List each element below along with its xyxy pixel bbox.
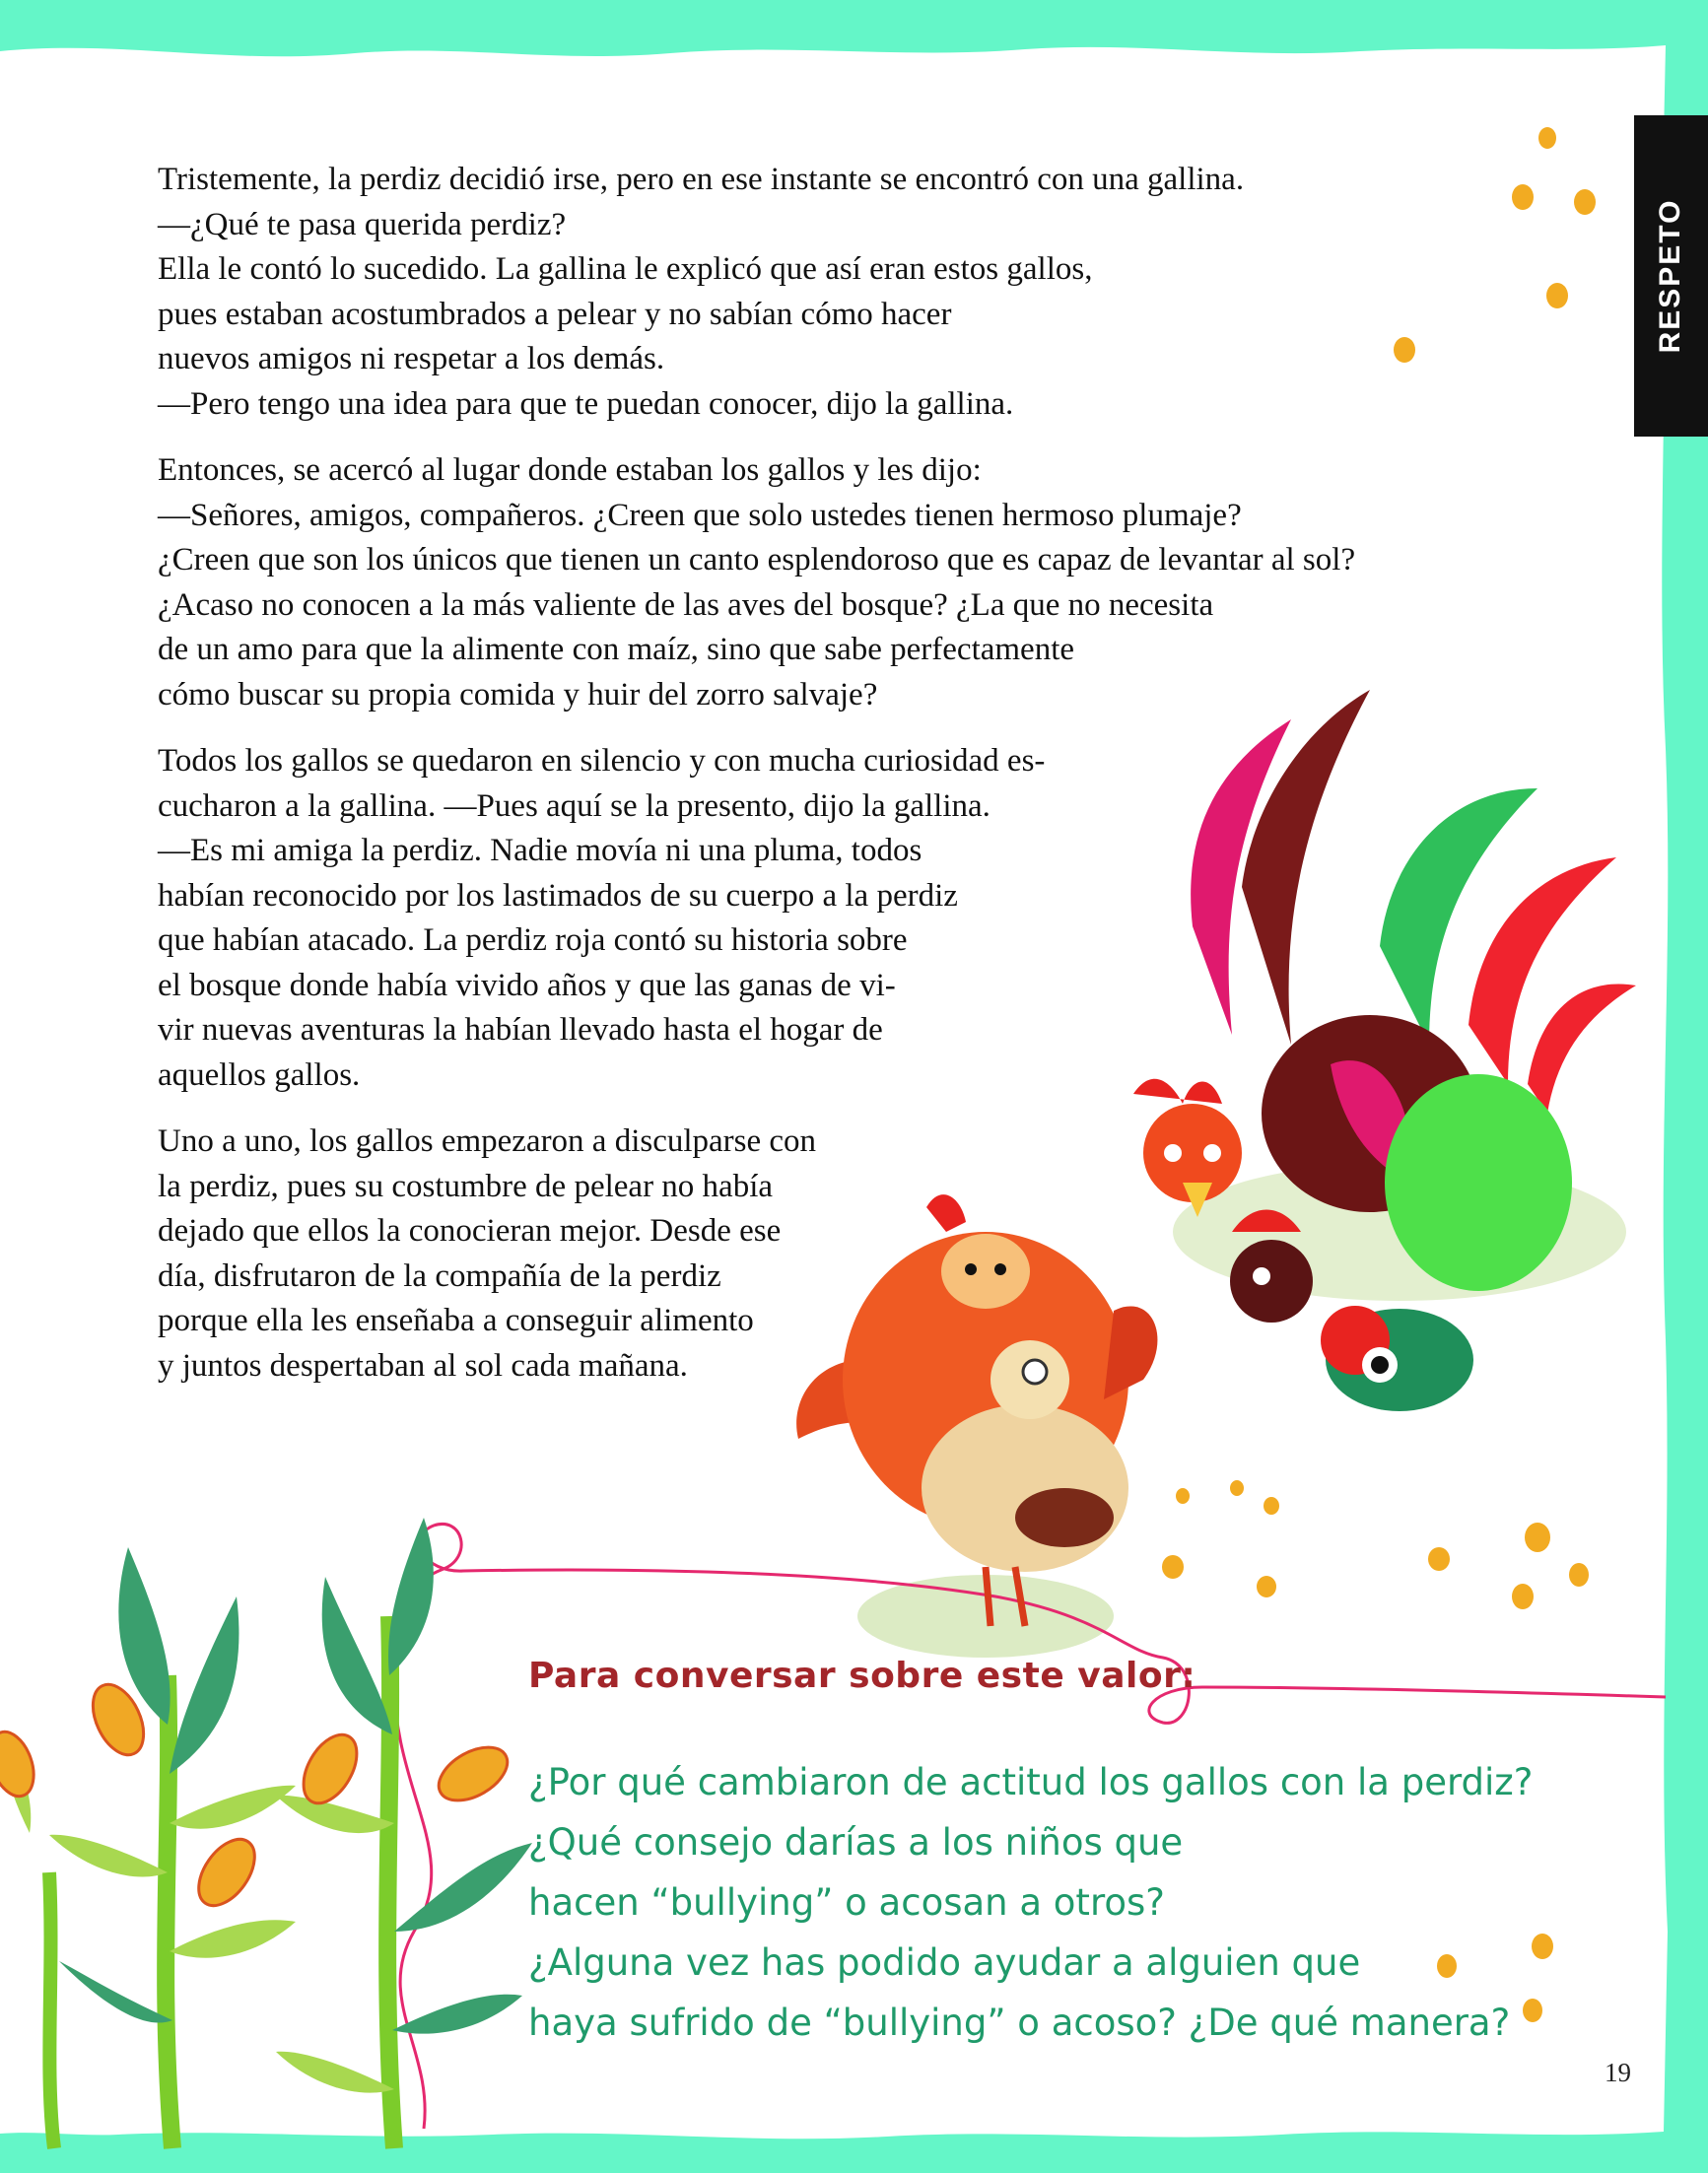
- story-line: que habían atacado. La perdiz roja contó su historia sobre: [158, 922, 908, 958]
- story-line: la perdiz, pues su costumbre de pelear no había: [158, 1168, 774, 1204]
- question-line: hacen “bullying” o acosan a otros?: [528, 1881, 1165, 1924]
- story-line: vir nuevas aventuras la habían llevado hasta el hogar de: [158, 1012, 883, 1048]
- story-line: día, disfrutaron de la compañía de la perdiz: [158, 1257, 721, 1294]
- story-line: —Es mi amiga la perdiz. Nadie movía ni una pluma, todos: [158, 833, 922, 868]
- discussion-title: Para conversar sobre este valor:: [528, 1656, 1196, 1696]
- story-line: Uno a uno, los gallos empezaron a disculparse con: [158, 1123, 817, 1159]
- story-line: pues estaban acostumbrados a pelear y no sabían cómo hacer: [158, 296, 952, 332]
- story-line: Entonces, se acercó al lugar donde estaban los gallos y les dijo:: [158, 452, 982, 488]
- story-text: [158, 158, 1606, 1410]
- story-line: —Pero tengo una idea para que te puedan conocer, dijo la gallina.: [158, 385, 1014, 422]
- page-number: 19: [1605, 2058, 1631, 2087]
- story-line: aquellos gallos.: [158, 1056, 361, 1093]
- story-line: cucharon a la gallina. —Pues aquí se la presento, dijo la gallina.: [158, 787, 991, 824]
- story-line: de un amo para que la alimente con maíz, sino que sabe perfectamente: [158, 632, 1075, 667]
- story-line: porque ella les enseñaba a conseguir alimento: [158, 1303, 754, 1338]
- section-tab-label: RESPETO: [1654, 198, 1686, 354]
- story-line: el bosque donde había vivido años y que las ganas de vi-: [158, 967, 896, 1003]
- question-line: ¿Por qué cambiaron de actitud los gallos con la perdiz?: [528, 1761, 1534, 1803]
- story-paragraph: [158, 158, 1606, 427]
- story-line: ¿Creen que son los únicos que tienen un canto esplendoroso que es capaz de levantar al sol?: [158, 542, 1356, 577]
- story-line: Tristemente, la perdiz decidió irse, pero en ese instante se encontró con una gallina.: [158, 162, 1245, 197]
- story-line: —Señores, amigos, compañeros. ¿Creen que solo ustedes tienen hermoso plumaje?: [158, 497, 1242, 533]
- story-line: nuevos amigos ni respetar a los demás.: [158, 341, 665, 376]
- story-line: dejado que ellos la conocieran mejor. Desde ese: [158, 1213, 782, 1249]
- story-paragraph: [158, 739, 1606, 1098]
- story-line: habían reconocido por los lastimados de su cuerpo a la perdiz: [158, 877, 958, 914]
- story-line: Todos los gallos se quedaron en silencio y con mucha curiosidad es-: [158, 743, 1046, 779]
- question-line: haya sufrido de “bullying” o acoso? ¿De qué manera?: [528, 2002, 1511, 2044]
- story-paragraph: [158, 1120, 1606, 1389]
- discussion-questions: [528, 1752, 1533, 2053]
- story-line: Ella le contó lo sucedido. La gallina le explicó que así eran estos gallos,: [158, 251, 1093, 287]
- story-line: ¿Acaso no conocen a la más valiente de las aves del bosque? ¿La que no necesita: [158, 586, 1214, 623]
- story-line: —¿Qué te pasa querida perdiz?: [158, 206, 567, 242]
- question-line: ¿Qué consejo darías a los niños que: [528, 1821, 1184, 1864]
- story-line: cómo buscar su propia comida y huir del zorro salvaje?: [158, 676, 878, 713]
- story-paragraph: [158, 448, 1606, 717]
- question-line: ¿Alguna vez has podido ayudar a alguien que: [528, 1941, 1361, 1984]
- story-line: y juntos despertaban al sol cada mañana.: [158, 1347, 688, 1384]
